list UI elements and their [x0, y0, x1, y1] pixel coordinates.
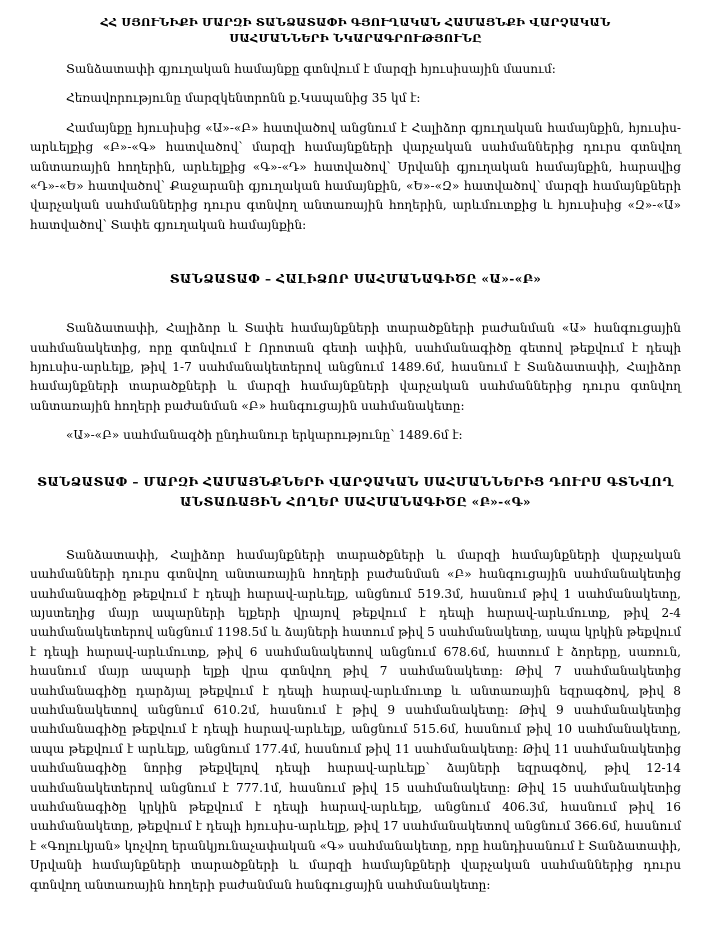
section-2-heading-line-1: ՏԱՆՁԱՏԱՓ – ՄԱՐԶԻ ՀԱՄԱՅՆՔՆԵՐԻ ՎԱՐՉԱԿԱՆ ՍԱՀՄԱՆՆԵՐԻՑ ԴՈՒՐՍ ԳՏՆՎՈՂ: [37, 474, 674, 489]
spacer: [30, 235, 681, 269]
intro-paragraph-3: Համայնքը հյուսիսից «Ա»-«Բ» հատվածով անցնում է Հալիձոր գյուղական համայնքին, հյուսիս-արևելքից «Բ»-«Գ» հատվածով՝ մարզի համայնքների վարչական սահմաններից դուրս գտնվող անտառային հողերին, արևելքից «Գ»-«Դ» հատվածով՝ Սրվանի գյուղական համայնքին, հարավից «Դ»-«Ե» հատվածով՝ Քաջարանի գյուղական համայնքին, «Ե»-«Զ» հատվածով՝ մարզի համայնքների վարչական սահմաններից դուրս գտնվող անտառային հողերին, արևմուտքից և հյուսիսից «Զ»-«Ա» հատվածով՝ Տափե գյուղական համայնքին:: [30, 120, 681, 232]
spacer: [30, 289, 681, 319]
section-1-paragraph-2: «Ա»-«Բ» սահմանագծի ընդհանուր երկարությունը՝ 1489.6մ է:: [66, 428, 463, 443]
page-title-line-2: ՍԱՀՄԱՆՆԵՐԻ ՆԿԱՐԱԳՐՈՒԹՅՈՒՆԸ: [229, 31, 482, 45]
page-title: [36, 14, 675, 46]
section-2-paragraph-1: Տանձատափի, Հալիձոր համայնքների տարածքների և մարզի համայնքների վարչական սահմանների դուրս գտնվող անտառային հողերի բաժանման «Բ» հանգուցային սահմանակետից սահմանագիծը թեքվում է դեպի հարավ-արևելք, անցնում 519.3մ, հասնում թիվ 1 սահմանակետը, այստեղից մայր ապարների ելքերի վրայով թեքվում է դեպի հարավ-արևմուտք, թիվ 2-4 սահմանակետերով անցնում 1198.5մ և ձայների հատում թիվ 5 սահմանակետը, ապա կրկին թեքվում է դեպի հարավ-արևմուտք, թիվ 6 սահմանակետով անցնում 678.6մ, հատում է ձորերը, սառուն, հասնում մայր ապարի ելքի վրա գտնվող թիվ 7 սահմանակետը: Թիվ 7 սահմանակետից սահմանագիծը դարձյալ թեքվում է դեպի հարավ-արևմուտք և անտառային եզրագծով, թիվ 8 սահմանակետով անցնում 610.2մ, հասնում է թիվ 9 սահմանակետը: Թիվ 9 սահմանակետից սահմանագիծը թեքվում է դեպի հարավ-արևելք, անցնում 515.6մ, հասնում թիվ 10 սահմանակետը, ապա թեքվում է արևելք, անցնում 177.4մ, հասնում թիվ 11 սահմանակետը: Թիվ 11 սահմանակետից սահմանագիծը նորից թեքվելով դեպի հարավ-արևելք՝ ձայների եզրագծով, թիվ 12-14 սահմանակետերով անցնում է 777.1մ, հասնում թիվ 15 սահմանակետը: Թիվ 15 սահմանակետից սահմանագիծը կրկին թեքվում է դեպի հարավ-արևելք, անցնում 406.3մ, հասնում թիվ 16 սահմանակետը, թեքվում է դեպի հյուսիս-արևելք, թիվ 17 սահմանակետով անցնում 366.6մ, հասնում է «Գոլուկյան» կոչվող երանկյունաչափական «Գ» սահմանակետը, որը հանդիսանում է Տանձատափի, Սրվանի համայնքների տարածքների և մարզի համայնքների վարչական սահմաններից դուրս գտնվող անտառային հողերի բաժանման հանգուցային սահմանակետը:: [30, 547, 681, 892]
spacer: [30, 512, 681, 546]
page-title-line-1: ՀՀ ՍՅՈՒՆԻՔԻ ՄԱՐԶԻ ՏԱՆՁԱՏԱՓԻ ԳՅՈՒՂԱԿԱՆ ՀԱՄԱՅՆՔԻ ՎԱՐՉԱԿԱՆ: [100, 15, 611, 29]
spacer: [30, 79, 681, 89]
intro-paragraph-2: Հեռավորությունը մարզկենտրոնն ք.Կապանից 35 կմ է:: [66, 91, 421, 106]
section-2-heading-line-2: ԱՆՏԱՌԱՅԻՆ ՀՈՂԵՐ ՍԱՀՄԱՆԱԳԻԾԸ «Բ»-«Գ»: [180, 494, 531, 509]
section-1-heading-line-1: ՏԱՆՁԱՏԱՓ – ՀԱԼԻՁՈՐ ՍԱՀՄԱՆԱԳԻԾԸ «Ա»-«Բ»: [169, 272, 542, 287]
section-1-heading: [30, 269, 681, 289]
spacer: [30, 446, 681, 472]
intro-paragraph-1: Տանձատափի գյուղական համայնքը գտնվում է մարզի հյուսիսային մասում:: [66, 62, 556, 76]
section-1-paragraph-1: Տանձատափի, Հալիձոր և Տափե համայնքների տարածքների բաժանման «Ա» հանգուցային սահմանակետից, որը գտնվում է Որոտան գետի ափին, սահմանագիծը գետով թեքվում է դեպի հյուսիս-արևելք, թիվ 1-7 սահմանակետերով անցնում 1489.6մ, հասնում է Տանձատափի, Հալիձոր համայնքների տարածքների և մարզի համայնքների վարչական սահմաններից դուրս գտնվող անտառային հողերի բաժանման «Բ» հանգուցային սահմանակետը:: [30, 321, 681, 413]
section-2-heading: [30, 472, 681, 512]
spacer: [30, 416, 681, 426]
spacer: [30, 109, 681, 119]
